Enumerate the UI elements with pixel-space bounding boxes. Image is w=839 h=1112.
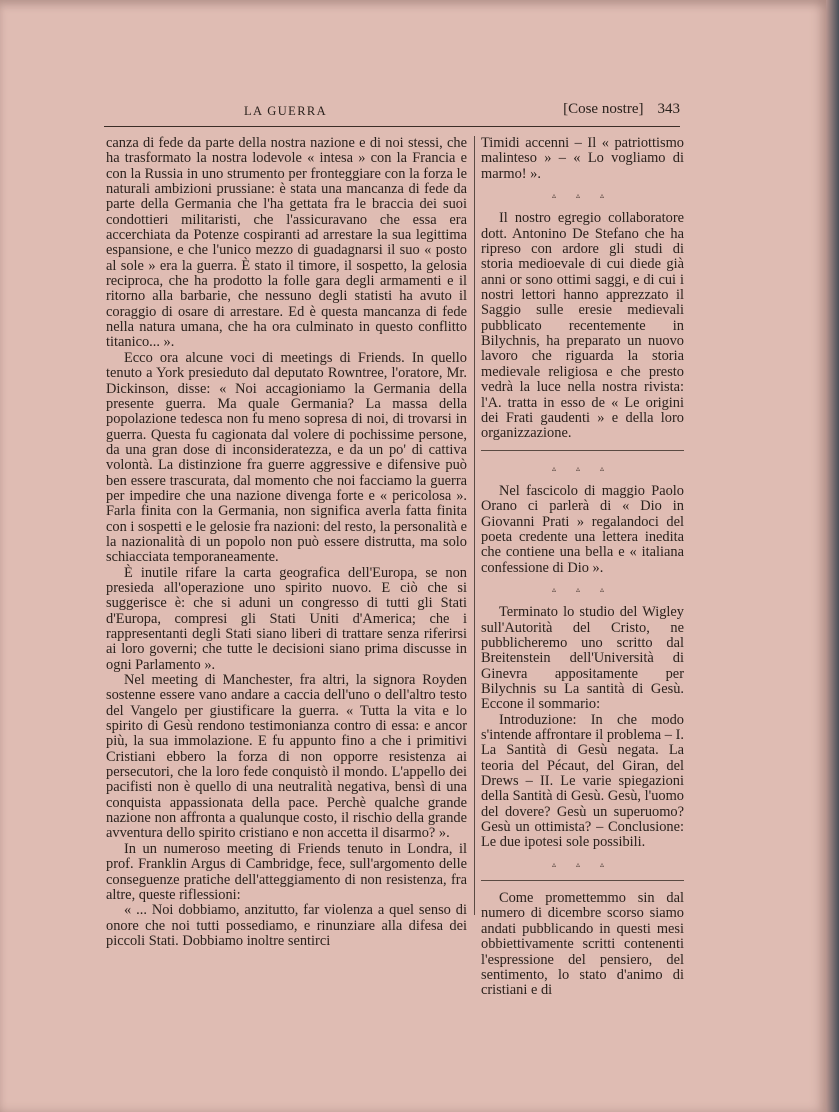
paragraph: Terminato lo studio del Wigley sull'Autorità del Cristo, ne pubblicheremo uno scritto dal Breitenstein dell'Università di Ginevra appositamente per Bilychnis su La santità di Gesù. Eccone il sommario: — [481, 604, 684, 713]
paragraph: Nel fascicolo di maggio Paolo Orano ci parlerà di « Dio in Giovanni Prati » regalandoci del poeta credente una lettera inedita che contiene una bella e « italiana confessione di Dio ». — [481, 482, 684, 576]
paragraph: Il nostro egregio collaboratore dott. Antonino De Stefano che ha ripreso con ardore gli studi di storia medioevale di cui diede già anni or sono ottimi saggi, e di cui i nostri lettori hanno apprezzato il Saggio sulle eresie medievali pubblicato recentemente in Bilychnis, ha preparato un nuovo lavoro che riguarda la storia medievale religiosa e che presto vedrà la luce nella nostra rivista: l'A. tratta in esso de « Le origini dei Frati gaudenti » e della loro organizzazione. — [481, 210, 684, 442]
paragraph: In un numeroso meeting di Friends tenuto in Londra, il prof. Franklin Argus di Cambridge, fece, sull'argomento delle conseguenze pratiche dell'atteggiamento di non resistenza, fra altre, queste riflessioni: — [106, 840, 467, 903]
paragraph: « ... Noi dobbiamo, anzitutto, far violenza a quel senso di onore che noi tutti possediamo, e rinunziare alla difesa dei piccoli Stati. Dobbiamo inoltre sentirci — [106, 902, 467, 949]
section-rule — [481, 880, 684, 881]
header-rule — [104, 126, 680, 127]
right-column — [481, 136, 684, 999]
paragraph: Introduzione: In che modo s'intende affrontare il problema – I. La Santità di Gesù negata. La teoria del Pécaut, del Giran, del Drews – II. Le varie spiegazioni della Santità di Gesù. Gesù, l'uomo del dovere? Gesù un superuomo? Gesù un ottimista? – Conclusione: Le due ipotesi sole possibili. — [481, 711, 684, 851]
running-head-right — [563, 101, 680, 118]
running-head — [104, 101, 680, 124]
section-rule — [481, 450, 684, 451]
page-edge-shadow — [826, 0, 839, 1112]
section-label: [Cose nostre] — [563, 101, 644, 117]
running-head-title: LA GUERRA — [244, 104, 328, 118]
left-column — [106, 136, 467, 949]
paragraph: canza di fede da parte della nostra nazione e di noi stessi, che ha trasformato la nostra lodevole « intesa » con la Francia e con la Russia in uno strumento per fronteggiare con la forza le naturali ambizioni prussiane: è stata una mancanza di fede da parte della Germania che l'ha gettata fra le braccia dei suoi condottieri militaristi, che l'assicuravano che essa era accerchiata da Potenze cospiranti ad arrestare la sua legittima espansione, e che l'unico mezzo di guadagnarsi il suo « posto al sole » era la guerra. È stato il timore, il sospetto, la gelosia reciproca, che ha prodotto la folle gara degli armamenti e il ritorno alla barbarie, che nessuno degli statisti ha avuto il coraggio di osare di arrestare. Ed è questa mancanza di fede nella natura umana, che ha ora culminato in questo conflitto titanico... ». — [106, 135, 467, 351]
paragraph: Timidi accenni – Il « patriottismo malinteso » – « Lo vogliamo di marmo! ». — [481, 135, 684, 182]
ornament-divider: ▵ ▵ ▵ — [551, 191, 614, 201]
column-rule — [474, 136, 475, 915]
paragraph: Ecco ora alcune voci di meetings di Friends. In quello tenuto a York presieduto dal deputato Rowntree, l'oratore, Mr. Dickinson, disse: « Noi accagioniamo la Germania della presente guerra. Ma quale Germania? La massa della popolazione tedesca non fu meno sopresa di noi, di trovarsi in guerra. Questa fu cagionata dal volere di pochissime persone, da una gran dose di inconsideratezza, e da un po' di cattiva volontà. La distinzione fra guerre aggressive e difensive può ben essere trascurata, dal momento che noi facciamo la guerra per impedire che una nazione divenga forte e « pericolosa ». Farla finita con la Germania, non significa averla fatta finita con i sospetti e le gelosie fra nazioni: del resto, la personalità e la nazionalità di un popolo non può essere distrutta, ma solo schiacciata temporaneamente. — [106, 349, 467, 566]
paragraph: È inutile rifare la carta geografica dell'Europa, se non presieda all'operazione uno spirito nuovo. E ciò che si suggerisce è: che si aduni un congresso di tutti gli Stati d'Europa, compresi gli Stati Uniti d'America; che i rappresentanti degli Stati siano liberi di trattare senza riferirsi ai loro governi; che tutte le decisioni siano prima discusse in ogni Parlamento ». — [106, 564, 467, 673]
page-number: 343 — [657, 101, 680, 117]
ornament-divider: ▵ ▵ ▵ — [551, 463, 614, 473]
paragraph: Nel meeting di Manchester, fra altri, la signora Royden sostenne essere vano andare a caccia dell'uno o dell'altro testo del Vangelo per giustificare la guerra. « Tutta la vita e lo spirito di Gesù rendono testimonianza contro di essa: e ancor più, la sua immolazione. E fu appunto fino a che i primitivi Cristiani ebbero la forza di non opporre resistenza ai persecutori, che la loro fede conquistò il mondo. L'appello dei pacifisti non è quello di una neutralità negativa, bensì di una conquista appassionata della pace. Perchè qualche grande nazione non affronta a qualunque costo, il rischio della grande avventura dello spirito cristiano e non accetta il disarmo? ». — [106, 672, 467, 842]
paragraph: Come promettemmo sin dal numero di dicembre scorso siamo andati pubblicando in questi mesi obbiettivamente scritti contenenti l'espressione del pensiero, del sentimento, lo stato d'animo di cristiani e di — [481, 890, 684, 999]
ornament-divider: ▵ ▵ ▵ — [551, 859, 614, 869]
ornament-divider: ▵ ▵ ▵ — [551, 584, 614, 594]
